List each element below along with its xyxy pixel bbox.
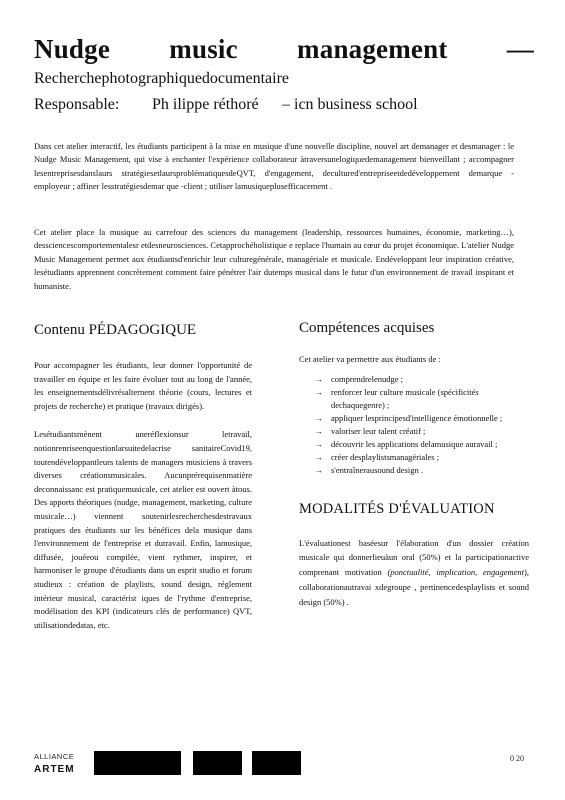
- arrow-icon: →: [315, 452, 323, 462]
- contenu-heading: Contenu PÉDAGOGIQUE: [34, 322, 197, 338]
- contenu-body: [34, 359, 252, 632]
- contenu-section: [34, 322, 252, 647]
- list-item: → comprendrelenudge ;: [315, 373, 403, 384]
- page-number: 0 20: [510, 754, 524, 763]
- intro-paragraph-2: Cet atelier place la musique au carrefour des sciences du management (leadership, ressources humaines, économie, marketing…), dessciencescomportementalesr etdesneurosciences. Cetapprochéholistique e replace l'humain au cœur du projet économique. L'atelier Nudge Music Management permet aux étudiantsd'enrichir leur culturegénérale, managériale et musicale. Endéveloppant leur inspiration créative, lesétudiants apprennent concrètement comment faire pénétrer l'air dutemps musical dans le futur d'un environnement de travail inspirant et humaniste.: [34, 227, 514, 291]
- title-word-3: management: [297, 33, 448, 64]
- competences-intro: Cet atelier va permettre aux étudiants de :: [299, 354, 441, 364]
- alliance-artem-logo: [34, 752, 86, 775]
- intro-paragraph-1: Dans cet atelier interactif, les étudiants participent à la mise en musique d'une nouvelle discipline, nouvel art demanager et desmanager : le Nudge Music Management, qui vise à enchanter l'expérience collaborateur àtraversunelogiquedemanagement bienveillant ; accompagner lesentreprisesdanslaurs stratégiesetlaursproblématiquesdeQVT, d'engagement, decultured'entrepriseetdedéveloppement demarque -employeur ; affiner lesstratégiesdemar que -client ; utiliser lamusiqueplusefficacement .: [34, 141, 514, 192]
- arrow-icon: →: [315, 387, 323, 397]
- list-item: → valoriser leur talent créatif ;: [315, 425, 426, 436]
- arrow-icon: →: [315, 426, 323, 436]
- logo-line-2: ARTEM: [34, 764, 75, 775]
- page-subtitle: Recherchephotographiquedocumentaire: [34, 70, 289, 87]
- arrow-icon: →: [315, 374, 323, 384]
- responsable-line: [34, 96, 434, 114]
- list-item: → découvrir les applications delamusique auravail ;: [315, 438, 498, 449]
- responsable-org: – icn business school: [282, 96, 418, 113]
- list-item: → appliquer lesprincipesd'intelligence émotionnelle ;: [315, 412, 503, 423]
- evaluation-text-italic: (ponctualité, implication, engagement: [387, 567, 525, 578]
- contenu-paragraph-1: Pour accompagner les étudiants, leur donner l'opportunité de travailler en équipe et les faire évoluer tout au long de l'année, les enseignementsdélivrésalternent théorie (cours, lectures et projets de recherche) et pratique (travaux dirigés).: [34, 360, 252, 411]
- evaluation-text: [299, 536, 529, 610]
- list-item: → créer desplaylistsmanagériales ;: [315, 451, 440, 462]
- evaluation-heading: MODALITÉS D'ÉVALUATION: [299, 500, 495, 517]
- contenu-paragraph-2: Lesétudiantsmènent uneréflexionsur letravail, notionrenriseenquestionlarsuitedelacrise sanitaireCovid19, toutendéveloppantleurs talents de managers musiciens à travers diverses créationsmusicales. Aucunprérequisenmatière deconnaissanc est pratiquemusicale, cet atelier est ouvert àtous. Des apports théoriques (nudge, management, marketing, culture musicale…) viennent soutenirlesrecherchesdestravaux pratiques des étudiants sur les bénéfices dela musique dans l'environnement de l'entreprise et dutravail. Enfin, lamusique, diffusée, jouéeou compilée, vient rythmer, inspirer, et harmoniser le groupe d'étudiants dans un esprit studio et forum studieux : création de playlists, sound design, réglement intérieur musical, caractérist iques de l'rythme d'entreprise, modélisation des KPI (indicateurs clés de performance) QVT, utilisationdedatas, etc.: [34, 429, 252, 630]
- logo-line-1: ALLIANCE: [34, 752, 75, 761]
- title-dash: —: [506, 33, 534, 64]
- list-item: → s'entraînerausound design .: [315, 464, 423, 475]
- competences-heading: Compétences acquises: [299, 320, 435, 336]
- list-item: → renforcer leur culture musicale (spécificités dechaquegenre) ;: [315, 386, 479, 410]
- redacted-logo-2: [193, 751, 242, 775]
- redacted-logo-3: [252, 751, 301, 775]
- title-word-2: music: [169, 33, 238, 64]
- responsable-name: Ph ilippe réthoré: [152, 96, 259, 113]
- title-word-1: Nudge: [34, 33, 111, 64]
- redacted-logo-1: [94, 751, 181, 775]
- arrow-icon: →: [315, 413, 323, 423]
- page-title: [34, 32, 534, 66]
- competences-list: [299, 373, 529, 477]
- responsable-label: Responsable:: [34, 96, 120, 113]
- evaluation-text-b: ), collaborationautravai xdegroupe , pertinencedesplaylists et sound design (50%) .: [299, 567, 529, 607]
- right-column: [299, 320, 529, 610]
- arrow-icon: →: [315, 439, 323, 449]
- evaluation-text-a: L'évaluationest baséesur l'élaboration d'un dossier création musicale qui donnerlieuàun oral (50%) et la participationactive comprenant motivation: [299, 537, 529, 578]
- arrow-icon: →: [315, 465, 323, 475]
